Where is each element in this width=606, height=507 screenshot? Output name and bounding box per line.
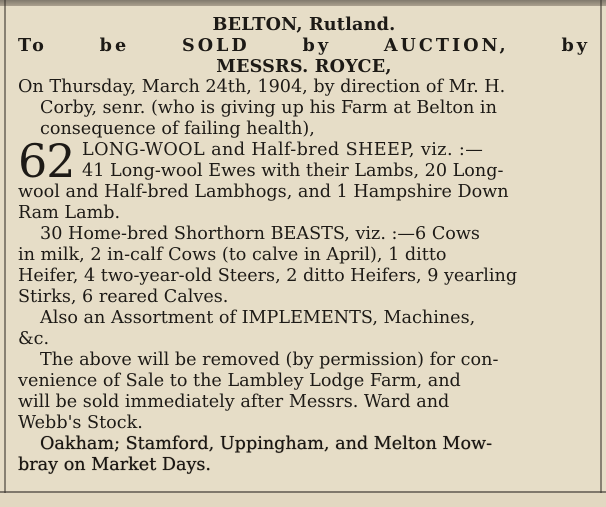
beasts-line: Heifer, 4 two-year-old Steers, 2 ditto Heifers, 9 yearling [18, 266, 518, 286]
intro-line: Corby, senr. (who is giving up his Farm at Belton in [40, 98, 497, 118]
left-column-rule [4, 0, 6, 507]
offices-line: Oakham; Stamford, Uppingham, and Melton Mow- [40, 434, 493, 454]
beasts-line: Stirks, 6 reared Calves. [18, 287, 229, 307]
sheep-lot-block [18, 134, 590, 224]
offices-line: bray on Market Days. [18, 455, 212, 475]
lot-number-drop-cap: 62 [18, 134, 75, 188]
sheep-line: 41 Long-wool Ewes with their Lambs, 20 Long- [82, 161, 504, 181]
sheep-line: Ram Lamb. [18, 203, 121, 223]
removal-line: venience of Sale to the Lambley Lodge Farm, and [18, 371, 461, 391]
auction-advertisement [18, 14, 590, 476]
implements-line: Also an Assortment of IMPLEMENTS, Machines, [40, 308, 476, 328]
ad-announcement: To be SOLD by AUCTION, by [18, 35, 590, 56]
sheep-line: LONG-WOOL and Half-bred SHEEP, viz. :— [82, 140, 484, 160]
top-border-rule [0, 0, 606, 6]
removal-line: The above will be removed (by permission) for con- [40, 350, 499, 370]
sheep-line: wool and Half-bred Lambhogs, and 1 Hampshire Down [18, 182, 509, 202]
beasts-line: 30 Home-bred Shorthorn BEASTS, viz. :—6 Cows [40, 224, 480, 244]
intro-line: consequence of failing health), [40, 119, 315, 139]
right-column-rule [600, 0, 602, 507]
implements-line: &c. [18, 329, 50, 349]
removal-line: will be sold immediately after Messrs. Ward and [18, 392, 450, 412]
page-margin-strip [0, 493, 606, 507]
ad-place-heading: BELTON, Rutland. [212, 14, 396, 35]
removal-line: Webb's Stock. [18, 413, 143, 433]
ad-auctioneers: MESSRS. ROYCE, [216, 56, 392, 77]
beasts-line: in milk, 2 in-calf Cows (to calve in April), 1 ditto [18, 245, 447, 265]
intro-line: On Thursday, March 24th, 1904, by direction of Mr. H. [18, 77, 506, 97]
